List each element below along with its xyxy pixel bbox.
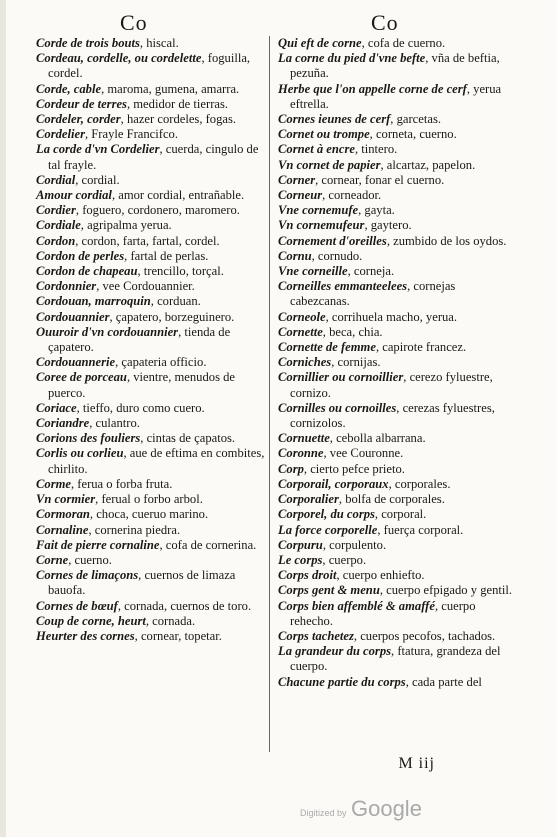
entry-definition: , fuerça corporal. — [377, 522, 464, 537]
dictionary-entry — [36, 477, 274, 492]
entry-headword: Corneur — [278, 188, 323, 203]
entry-headword: Corps bien affemblé & amaffé — [278, 598, 435, 613]
entry-headword: Vn cormier — [36, 492, 96, 507]
entry-headword: Cornette de femme — [278, 340, 376, 355]
entry-definition: , cornejas cabezcanas. — [290, 279, 456, 309]
entry-definition: , cordial. — [75, 172, 120, 187]
dictionary-entry — [278, 431, 516, 446]
entry-definition: , cintas de çapatos. — [140, 431, 236, 446]
dictionary-entry — [278, 82, 516, 112]
dictionary-entry — [36, 188, 274, 203]
entry-headword: Cornement d'oreilles — [278, 233, 387, 248]
dictionary-entry — [36, 431, 274, 446]
entry-definition: , gayta. — [358, 203, 395, 218]
entry-headword: Corps tachetez — [278, 628, 354, 643]
entry-headword: Amour cordial — [36, 188, 112, 203]
entry-headword: Herbe que l'on appelle corne de cerf — [278, 81, 467, 96]
dictionary-entry — [278, 583, 516, 598]
entry-definition: , cornijas. — [331, 355, 381, 370]
entry-definition: , corporal. — [374, 507, 427, 522]
entry-headword: Cordial — [36, 172, 76, 187]
dictionary-entry — [36, 279, 274, 294]
entry-definition: , corporales. — [388, 476, 451, 491]
entry-headword: Heurter des cornes — [36, 628, 135, 643]
entry-headword: Cordonnier — [36, 279, 97, 294]
entry-headword: Vn cornemufeur — [278, 218, 365, 233]
google-watermark — [300, 796, 422, 822]
entry-headword: Vne corneille — [278, 264, 348, 279]
dictionary-entry — [278, 629, 516, 644]
entry-headword: Corneole — [278, 309, 326, 324]
dictionary-entry — [278, 538, 516, 553]
entry-headword: Corlis ou corlieu — [36, 446, 124, 461]
entry-definition: , yerua eftrella. — [290, 81, 502, 111]
entry-definition: , choca, cueruo marino. — [89, 507, 209, 522]
dictionary-entry — [278, 340, 516, 355]
dictionary-entry — [36, 36, 274, 51]
dictionary-entry — [36, 142, 274, 172]
entry-headword: Coriandre — [36, 416, 90, 431]
dictionary-entry — [36, 325, 274, 355]
entry-definition: , cuerpo enhiefto. — [336, 568, 425, 583]
dictionary-entry — [36, 310, 274, 325]
entry-headword: Fait de pierre cornaline — [36, 537, 160, 552]
entry-headword: Cornuette — [278, 431, 330, 446]
entry-headword: Cornaline — [36, 522, 89, 537]
entry-headword: Cormoran — [36, 507, 90, 522]
entry-definition: , cornear, topetar. — [134, 628, 222, 643]
entry-definition: , Frayle Francifco. — [84, 127, 179, 142]
dictionary-entry — [278, 401, 516, 431]
dictionary-entry — [278, 264, 516, 279]
dictionary-entry — [278, 234, 516, 249]
dictionary-entry — [278, 644, 516, 674]
column-divider — [269, 36, 270, 752]
entry-definition: , maroma, gumena, amarra. — [101, 81, 240, 96]
entry-headword: Cordouannerie — [36, 355, 116, 370]
dictionary-entry — [278, 370, 516, 400]
entry-definition: , garcetas. — [390, 112, 441, 127]
entry-definition: , cornada. — [145, 613, 196, 628]
dictionary-entry — [36, 401, 274, 416]
entry-definition: , hazer cordeles, fogas. — [120, 112, 237, 127]
entry-headword: Corme — [36, 476, 71, 491]
entry-headword: La grandeur du corps — [278, 644, 392, 659]
entry-headword: Cornet ou trompe — [278, 127, 370, 142]
dictionary-entry — [36, 173, 274, 188]
dictionary-entry — [36, 97, 274, 112]
entry-headword: Cornet à encre — [278, 142, 355, 157]
dictionary-entry — [278, 158, 516, 173]
dictionary-entry — [278, 568, 516, 583]
dictionary-entry — [36, 492, 274, 507]
entry-definition: , zumbido de los oydos. — [386, 233, 507, 248]
entry-definition: , corrihuela macho, yerua. — [325, 309, 458, 324]
entry-headword: La corde d'vn Cordelier — [36, 142, 160, 157]
entry-definition: , cierto pefce prieto. — [303, 461, 405, 476]
entry-headword: La force corporelle — [278, 522, 378, 537]
entry-headword: Coree de porceau — [36, 370, 127, 385]
dictionary-entry — [36, 629, 274, 644]
dictionary-entry — [278, 446, 516, 461]
entry-definition: , culantro. — [89, 416, 140, 431]
dictionary-entry — [36, 51, 274, 81]
entry-definition: , vee Couronne. — [323, 446, 404, 461]
entry-definition: , cebolla albarrana. — [329, 431, 426, 446]
left-column — [36, 36, 274, 644]
dictionary-entry — [36, 507, 274, 522]
entry-headword: Corpuru — [278, 537, 323, 552]
entry-definition: , corduan. — [150, 294, 201, 309]
dictionary-entry — [278, 203, 516, 218]
entry-headword: Cornu — [278, 248, 312, 263]
dictionary-entry — [278, 355, 516, 370]
entry-definition: , cuerno. — [68, 552, 112, 567]
entry-headword: Corde, cable — [36, 81, 102, 96]
entry-definition: , corneta, cuerno. — [369, 127, 457, 142]
entry-headword: Corne — [36, 552, 69, 567]
entry-headword: Cornilles ou cornoilles — [278, 400, 397, 415]
dictionary-entry — [36, 553, 274, 568]
entry-headword: Cornes de limaçons — [36, 568, 139, 583]
entry-definition: , cofa de cornerina. — [159, 537, 257, 552]
entry-headword: Coronne — [278, 446, 324, 461]
entry-definition: , vña de beftia, pezuña. — [290, 51, 500, 81]
entry-headword: Corde de trois bouts — [36, 36, 140, 50]
running-head-right: Co — [371, 10, 399, 35]
dictionary-entry — [278, 127, 516, 142]
entry-definition: , hiscal. — [139, 36, 179, 50]
entry-definition: , beca, chia. — [322, 324, 383, 339]
dictionary-entry — [36, 446, 274, 476]
entry-definition: , cornear, fonar el cuerno. — [315, 172, 445, 187]
entry-headword: Corps gent & menu — [278, 583, 380, 598]
dictionary-entry — [278, 218, 516, 233]
entry-headword: Vn cornet de papier — [278, 157, 381, 172]
entry-definition: , corneador. — [322, 188, 382, 203]
entry-headword: Ouuroir d'vn cordouannier — [36, 324, 179, 339]
entry-headword: Cornillier ou cornoillier — [278, 370, 404, 385]
entry-definition: , medidor de tierras. — [126, 96, 229, 111]
dictionary-entry — [36, 416, 274, 431]
dictionary-entry — [278, 599, 516, 629]
entry-definition: , tintero. — [354, 142, 398, 157]
entry-headword: Cordeau, cordelle, ou cordelette — [36, 51, 202, 66]
dictionary-entry — [278, 36, 516, 51]
entry-definition: , gaytero. — [364, 218, 412, 233]
entry-headword: Vne cornemufe — [278, 203, 359, 218]
dictionary-entry — [278, 142, 516, 157]
entry-definition: , cuerda, cingulo de tal frayle. — [48, 142, 259, 172]
entry-headword: Cordier — [36, 203, 76, 218]
entry-headword: La corne du pied d'vne befte — [278, 51, 426, 66]
entry-headword: Cordiale — [36, 218, 81, 233]
dictionary-entry — [278, 462, 516, 477]
dictionary-entry — [36, 203, 274, 218]
entry-headword: Cornette — [278, 324, 323, 339]
entry-headword: Coriace — [36, 400, 77, 415]
entry-definition: , cornudo. — [311, 248, 363, 263]
dictionary-entry — [36, 370, 274, 400]
entry-headword: Cordelier — [36, 127, 85, 142]
entry-definition: , vee Cordouannier. — [96, 279, 195, 294]
watermark-prefix: Digitized by — [300, 808, 347, 818]
entry-definition: , cuernos de limaza bauofa. — [48, 568, 236, 598]
entry-definition: , capirote francez. — [375, 340, 467, 355]
watermark-brand: Google — [350, 796, 422, 821]
dictionary-entry — [36, 355, 274, 370]
entry-headword: Corporel, du corps — [278, 507, 375, 522]
entry-definition: , cornada, cuernos de toro. — [117, 598, 252, 613]
entry-definition: , agripalma yerua. — [80, 218, 172, 233]
right-column — [278, 36, 516, 690]
dictionary-entry — [278, 112, 516, 127]
dictionary-entry — [278, 477, 516, 492]
entry-definition: , cornerina piedra. — [88, 522, 181, 537]
entry-headword: Corporalier — [278, 492, 339, 507]
entry-definition: , çapatero, borzeguinero. — [109, 309, 235, 324]
entry-headword: Corner — [278, 172, 316, 187]
entry-definition: , cuerpos pecofos, tachados. — [353, 628, 496, 643]
entry-headword: Cornes de bœuf — [36, 598, 118, 613]
entry-definition: , vientre, menudos de puerco. — [48, 370, 236, 400]
entry-definition: , aue de eftima en combites, chirlito. — [48, 446, 265, 476]
entry-definition: , ftatura, grandeza del cuerpo. — [290, 644, 501, 674]
dictionary-entry — [278, 507, 516, 522]
dictionary-entry — [36, 599, 274, 614]
dictionary-entry — [278, 51, 516, 81]
dictionary-entry — [278, 188, 516, 203]
entry-definition: , cada parte del — [405, 674, 482, 689]
entry-headword: Cornes ieunes de cerf — [278, 112, 391, 127]
entry-headword: Le corps — [278, 552, 323, 567]
dictionary-entry — [36, 264, 274, 279]
dictionary-entry — [278, 492, 516, 507]
running-head-left: Co — [120, 10, 148, 35]
entry-definition: , corneja. — [347, 264, 395, 279]
entry-definition: , ferua o forba fruta. — [70, 476, 173, 491]
entry-headword: Coup de corne, heurt — [36, 613, 146, 628]
entry-definition: , cerezas fyluestres, cornizolos. — [290, 400, 495, 431]
dictionary-entry — [36, 294, 274, 309]
entry-definition: , cerezo fyluestre, cornizo. — [290, 370, 493, 400]
page-edge — [0, 0, 6, 837]
entry-headword: Cordouan, marroquin — [36, 294, 151, 309]
entry-headword: Cordon — [36, 233, 76, 248]
entry-definition: , foguilla, cordel. — [48, 51, 251, 81]
entry-definition: , bolfa de corporales. — [338, 492, 445, 507]
dictionary-entry — [36, 538, 274, 553]
entry-headword: Cordon de chapeau — [36, 264, 138, 279]
dictionary-entry — [36, 112, 274, 127]
entry-definition: , tieffo, duro como cuero. — [76, 400, 205, 415]
dictionary-entry — [278, 325, 516, 340]
entry-definition: , ferual o forbo arbol. — [95, 492, 203, 507]
entry-headword: Corniches — [278, 355, 332, 370]
entry-headword: Cordon de perles — [36, 248, 125, 263]
dictionary-entry — [36, 234, 274, 249]
entry-headword: Corneilles emmanteelees — [278, 279, 408, 294]
entry-definition: , çapateria officio. — [115, 355, 207, 370]
entry-headword: Chacune partie du corps — [278, 674, 406, 689]
dictionary-entry — [36, 614, 274, 629]
entry-definition: , corpulento. — [322, 537, 387, 552]
entry-headword: Cordeur de terres — [36, 96, 127, 111]
dictionary-entry — [36, 523, 274, 538]
dictionary-entry — [36, 82, 274, 97]
dictionary-entry — [278, 523, 516, 538]
entry-definition: , cordon, farta, fartal, cordel. — [75, 233, 220, 248]
entry-headword: Qui eft de corne — [278, 36, 362, 50]
dictionary-entry — [36, 249, 274, 264]
dictionary-entry — [36, 127, 274, 142]
entry-definition: , cofa de cuerno. — [361, 36, 446, 50]
entry-headword: Cordouannier — [36, 309, 110, 324]
entry-definition: , trencillo, torçal. — [137, 264, 224, 279]
entry-definition: , foguero, cordonero, maromero. — [75, 203, 240, 218]
signature-mark: M iij — [398, 755, 435, 772]
entry-headword: Corps droit — [278, 568, 337, 583]
entry-headword: Corp — [278, 461, 304, 476]
entry-definition: , alcartaz, papelon. — [380, 157, 476, 172]
dictionary-entry — [278, 173, 516, 188]
dictionary-entry — [36, 218, 274, 233]
dictionary-entry — [278, 675, 516, 690]
entry-definition: , tienda de çapatero. — [48, 324, 231, 355]
dictionary-entry — [278, 553, 516, 568]
dictionary-entry — [36, 568, 274, 598]
dictionary-entry — [278, 279, 516, 309]
entry-definition: , fartal de perlas. — [124, 248, 209, 263]
dictionary-entry — [278, 310, 516, 325]
entry-headword: Corporail, corporaux — [278, 476, 389, 491]
entry-definition: , cuerpo rehecho. — [290, 598, 476, 628]
entry-definition: , cuerpo. — [322, 552, 367, 567]
entry-headword: Cordeler, corder — [36, 112, 121, 127]
entry-definition: , cuerpo efpigado y gentil. — [379, 583, 513, 598]
entry-headword: Corions des fouliers — [36, 431, 141, 446]
dictionary-entry — [278, 249, 516, 264]
entry-definition: , amor cordial, entrañable. — [111, 188, 245, 203]
